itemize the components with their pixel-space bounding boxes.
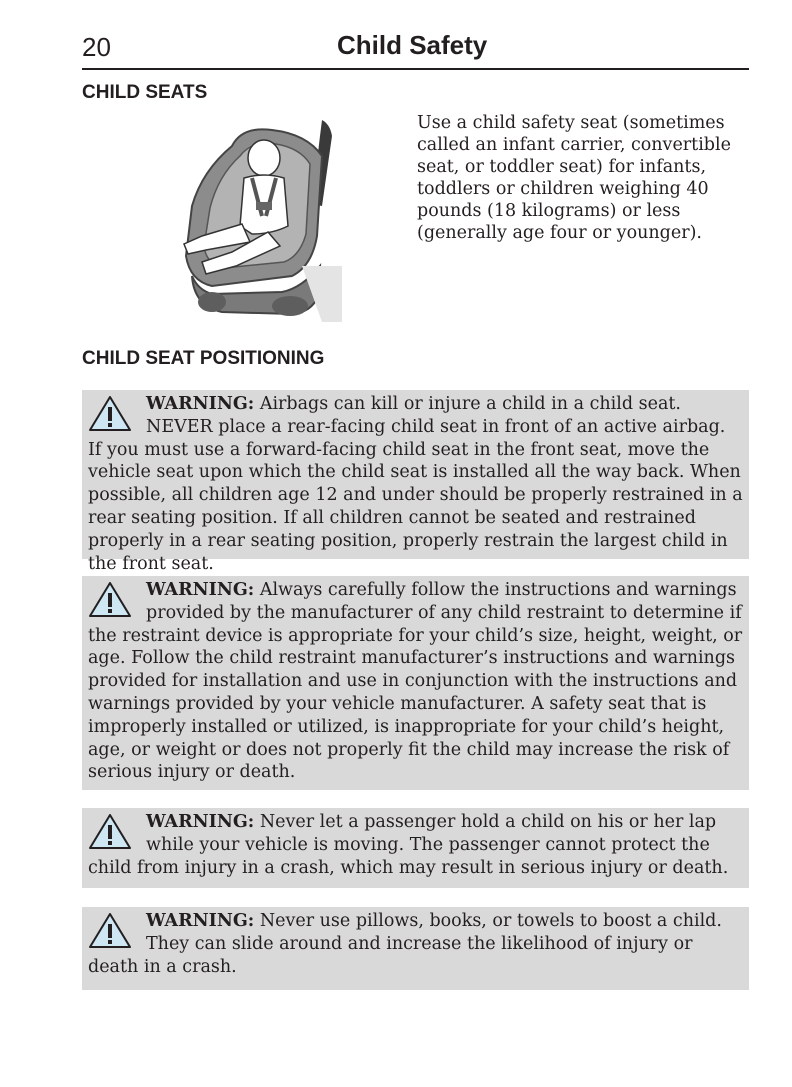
warning-label: WARNING:	[146, 580, 255, 600]
header-divider	[82, 68, 749, 70]
page-header	[82, 30, 749, 70]
page-number: 20	[82, 32, 111, 62]
intro-paragraph: Use a child safety seat (sometimes called an infant carrier, convertible seat, or toddler seat) for infants, toddlers or children weighing 40 pounds (18 kilograms) or less (generally age four or younger).	[417, 113, 731, 243]
warning-box-boosting	[82, 907, 749, 990]
warning-text	[88, 579, 743, 784]
warning-box-manufacturer-instructions	[82, 576, 749, 790]
section-title-child-seats: CHILD SEATS	[82, 82, 208, 103]
warning-body: Never let a passenger hold a child on his or her lap while your vehicle is moving. The passenger cannot protect the child from injury in a crash, which may result in serious injury or death.	[88, 812, 729, 878]
warning-body: Airbags can kill or injure a child in a child seat. NEVER place a rear-facing child seat in front of an active airbag. If you must use a forward-facing child seat in the front seat, move the vehicle seat upon which the child seat is installed all the way back. When possible, all children age 12 and under should be properly restrained in a rear seating position. If all children cannot be seated and restrained properly in a rear seating position, properly restrain the largest child in the front seat.	[88, 394, 743, 574]
page-title: Child Safety	[337, 30, 488, 60]
warning-label: WARNING:	[146, 812, 255, 832]
warning-label: WARNING:	[146, 394, 255, 414]
child-seat-illustration	[172, 116, 342, 326]
warning-body: Always carefully follow the instructions and warnings provided by the manufacturer of any child restraint to determine if the restraint device is appropriate for your child’s size, height, weight, or age. Follow the child restraint manufacturer’s instructions and warnings provided for installation and use in conjunction with the instructions and warnings provided by your vehicle manufacturer. A safety seat that is improperly installed or utilized, is inappropriate for your child’s height, age, or weight or does not properly fit the child may increase the risk of serious injury or death.	[88, 580, 743, 783]
warning-box-airbags	[82, 390, 749, 574]
warning-text	[88, 393, 743, 575]
section-title-child-seat-positioning: CHILD SEAT POSITIONING	[82, 348, 325, 369]
warning-label: WARNING:	[146, 911, 255, 931]
warning-body: Never use pillows, books, or towels to boost a child. They can slide around and increase the likelihood of injury or death in a crash.	[88, 911, 722, 977]
warning-text	[88, 910, 743, 978]
warning-text	[88, 811, 743, 879]
warning-box-passenger-lap	[82, 808, 749, 888]
